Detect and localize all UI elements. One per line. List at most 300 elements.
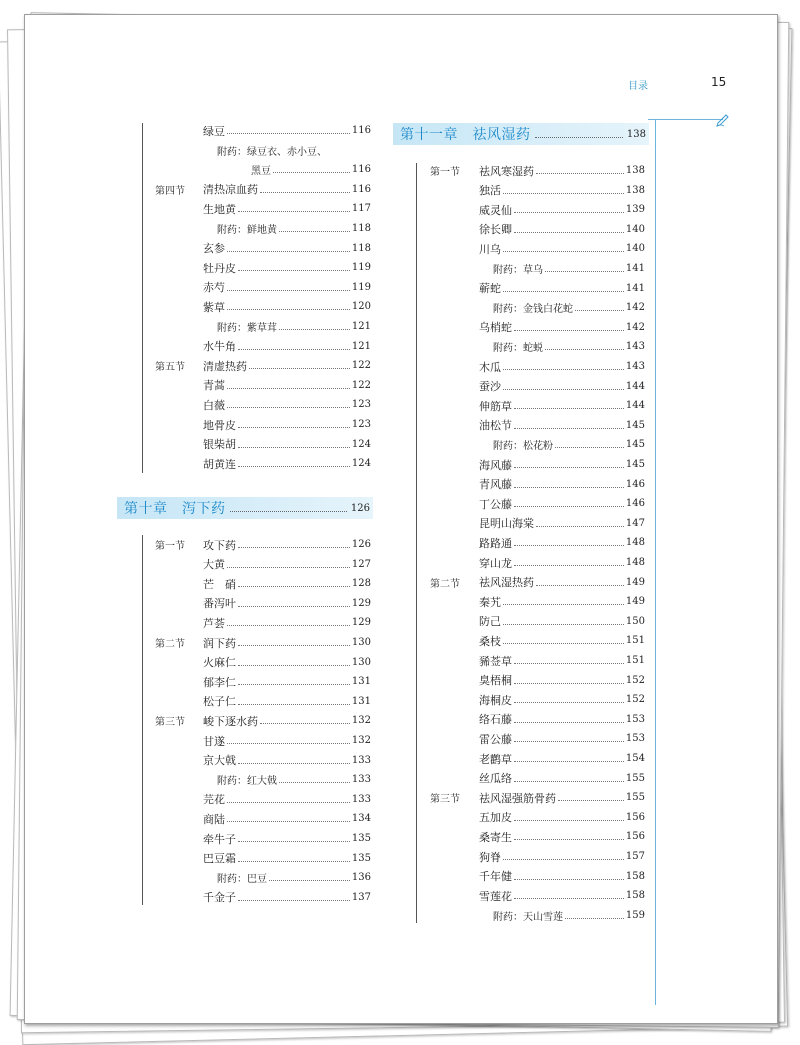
drug-name: 攻下药 [203,538,236,552]
entry-page-number: 135 [351,833,371,844]
entry-page-number: 148 [625,557,645,568]
toc-entry[interactable] [479,631,645,650]
toc-entry[interactable] [217,317,371,336]
entry-page-number: 154 [625,753,645,764]
toc-entry[interactable] [479,181,645,200]
toc-entry[interactable] [203,731,371,750]
drug-name: 郁李仁 [203,675,236,689]
entry-page-number: 119 [351,262,371,274]
toc-entry[interactable] [479,553,645,572]
entry-page-number: 142 [625,321,645,333]
toc-entry[interactable] [479,533,645,552]
drug-name: 蕲蛇 [479,282,501,296]
toc-entry[interactable] [203,692,371,711]
drug-name: 千金子 [203,891,236,905]
entry-page-number: 131 [351,695,371,707]
entry-page-number: 122 [351,360,371,372]
entry-page-number: 152 [625,674,645,686]
toc-entry[interactable] [479,279,645,298]
dot-leader [514,741,624,742]
appendix-drug-name: 附药：天山雪莲 [493,911,563,923]
drug-name: 青蒿 [203,379,225,393]
entry-page-number: 155 [625,772,645,784]
dot-leader [503,643,624,644]
drug-name: 穿山龙 [479,556,512,570]
entry-page-number: 122 [351,379,371,391]
toc-entry[interactable] [203,672,371,691]
toc-entry[interactable] [479,592,645,611]
entry-page-number: 133 [351,774,371,786]
entry-page-number: 155 [625,792,645,804]
dot-leader [238,270,350,271]
drug-name: 海桐皮 [479,693,512,707]
page-number: 15 [711,75,727,89]
entry-page-number: 132 [351,715,371,727]
toc-entry[interactable] [479,494,645,513]
dot-leader [273,172,350,173]
toc-entry[interactable] [203,258,371,277]
toc-page [24,14,778,1024]
entry-page-number: 141 [625,282,645,294]
dot-leader [575,310,624,311]
drug-name: 生地黄 [203,202,236,216]
appendix-drug-name: 附药：蛇蜕 [493,343,543,355]
drug-name: 丁公藤 [479,497,512,511]
dot-leader [227,251,350,252]
toc-entry[interactable] [479,827,645,846]
drug-name: 京大戟 [203,754,236,768]
toc-entry[interactable] [430,573,645,592]
chapter-heading[interactable] [393,123,649,145]
entry-page-number: 145 [625,419,645,431]
left-block1-rule [142,123,143,473]
toc-entry[interactable] [203,653,371,672]
drug-name: 乌梢蛇 [479,321,512,335]
toc-entry[interactable] [479,416,645,435]
entry-page-number: 156 [625,811,645,823]
entry-page-number: 121 [351,321,371,332]
appendix-drug-name: 附药：紫草茸 [217,323,277,334]
dot-leader [503,193,624,194]
dot-leader [503,389,624,390]
toc-entry[interactable] [251,160,371,179]
toc-entry[interactable] [493,906,645,925]
running-header-label: 目录 [628,81,648,92]
dot-leader [227,133,350,134]
entry-page-number: 151 [625,655,645,666]
dot-leader [514,663,624,664]
dot-leader [249,368,350,369]
toc-entry[interactable] [479,396,645,415]
entry-page-number: 143 [625,361,645,372]
drug-name: 绿豆 [203,124,225,138]
entry-page-number: 145 [625,439,645,451]
dot-leader [269,880,350,881]
drug-name: 润下药 [203,636,236,650]
entry-page-number: 121 [351,340,371,352]
toc-entry[interactable] [203,395,371,414]
dot-leader [227,407,350,408]
entry-page-number: 150 [625,615,645,627]
dot-leader [514,428,624,429]
toc-entry[interactable] [479,612,645,631]
dot-leader [230,511,347,512]
section-label: 第三节 [155,717,185,729]
dot-leader [279,329,350,330]
dot-leader [535,137,623,138]
drug-name: 防己 [479,615,501,629]
toc-entry[interactable] [493,259,645,278]
entry-page-number: 138 [625,184,645,196]
entry-page-number: 139 [625,204,645,216]
dot-leader [514,212,624,213]
entry-page-number: 143 [625,341,645,353]
dot-leader [545,271,624,272]
toc-entry[interactable] [203,555,371,574]
header-rule [648,119,723,120]
margin-rule [655,120,656,1005]
chapter-title: 第十一章 祛风湿药 [400,127,531,143]
drug-name: 紫草 [203,300,225,314]
drug-name: 赤芍 [203,281,225,295]
drug-name: 芦荟 [203,616,225,630]
left-block2-rule [142,535,143,905]
dot-leader [514,839,624,840]
dot-leader [514,722,624,723]
toc-entry[interactable] [479,475,645,494]
toc-entry[interactable] [203,278,371,297]
dot-leader [514,683,624,684]
toc-entry[interactable] [203,613,371,632]
drug-name: 牵牛子 [203,832,236,846]
dot-leader [238,427,350,428]
toc-entry[interactable] [479,377,645,396]
toc-entry[interactable] [479,239,645,258]
dot-leader [558,800,624,801]
toc-entry[interactable] [203,790,371,809]
entry-page-number: 153 [625,733,645,745]
dot-leader [238,841,350,842]
toc-entry[interactable] [203,415,371,434]
toc-entry[interactable] [217,770,371,789]
dot-leader [514,487,624,488]
drug-name: 清虚热药 [203,359,247,373]
dot-leader [536,526,624,527]
dot-leader [514,898,624,899]
toc-entry[interactable] [203,376,371,395]
appendix-drug-name: 黑豆 [251,166,271,178]
drug-name: 五加皮 [479,811,512,825]
dot-leader [238,861,350,862]
drug-name: 蚕沙 [479,380,501,394]
entry-page-number: 133 [351,793,371,805]
entry-page-number: 118 [351,242,371,254]
drug-name: 牡丹皮 [203,261,236,275]
section-label: 第五节 [155,362,185,374]
appendix-drug-name: 附药：草乌 [493,265,543,276]
toc-entry[interactable] [217,141,371,160]
entry-page-number: 127 [351,558,371,570]
toc-entry[interactable] [479,867,645,886]
dot-leader [227,388,350,389]
toc-entry[interactable] [479,769,645,788]
drug-name: 木瓜 [479,360,501,374]
drug-name: 桑寄生 [479,830,512,844]
toc-entry[interactable] [430,161,645,180]
toc-entry[interactable] [203,594,371,613]
entry-page-number: 149 [625,576,645,588]
dot-leader [238,684,350,685]
entry-page-number: 116 [351,125,371,136]
toc-entry[interactable] [203,829,371,848]
entry-page-number: 140 [625,223,645,235]
drug-name: 青风藤 [479,478,512,492]
drug-name: 大黄 [203,558,225,572]
entry-page-number: 129 [351,597,371,609]
drug-name: 芫花 [203,793,225,807]
dot-leader [227,802,350,803]
drug-name: 老鹳草 [479,752,512,766]
toc-entry[interactable] [479,690,645,709]
drug-name: 地骨皮 [203,418,236,432]
toc-entry[interactable] [203,809,371,828]
drug-name: 油松节 [479,419,512,433]
entry-page-number: 138 [625,165,645,176]
entry-page-number: 144 [625,400,645,412]
entry-page-number: 133 [351,754,371,766]
dot-leader [514,761,624,762]
entry-page-number: 117 [351,203,371,215]
dot-leader [503,859,624,860]
drug-name: 独活 [479,184,501,198]
drug-name: 清热凉血药 [203,183,258,197]
toc-entry[interactable] [203,121,371,140]
dot-leader [238,704,350,705]
entry-page-number: 152 [625,694,645,706]
toc-entry[interactable] [203,297,371,316]
dot-leader [514,467,624,468]
toc-entry[interactable] [155,356,371,375]
chapter-heading[interactable] [117,497,373,519]
drug-name: 白薇 [203,398,225,412]
toc-entry[interactable] [479,318,645,337]
dot-leader [503,604,624,605]
drug-name: 峻下逐水药 [203,714,258,728]
toc-entry[interactable] [203,337,371,356]
entry-page-number: 151 [625,635,645,647]
section-label: 第三节 [430,794,460,806]
dot-leader [514,545,624,546]
toc-entry[interactable] [479,710,645,729]
toc-entry[interactable] [203,239,371,258]
toc-entry[interactable] [203,435,371,454]
section-label: 第一节 [155,541,185,552]
entry-page-number: 144 [625,380,645,392]
dot-leader [238,211,350,212]
toc-entry[interactable] [217,219,371,238]
dot-leader [279,231,350,232]
entry-page-number: 124 [351,438,371,450]
chapter-page-number: 126 [350,502,370,514]
entry-page-number: 142 [625,302,645,314]
toc-entry[interactable] [155,180,371,199]
toc-entry[interactable] [479,749,645,768]
appendix-drug-name: 附药：鲜地黄 [217,225,277,236]
drug-name: 豨莶草 [479,654,512,668]
drug-name: 伸筋草 [479,399,512,413]
drug-name: 番泻叶 [203,597,236,611]
toc-entry[interactable] [493,337,645,356]
toc-entry[interactable] [203,199,371,218]
entry-page-number: 158 [625,890,645,902]
entry-page-number: 132 [351,735,371,746]
entry-page-number: 130 [351,637,371,648]
entry-page-number: 146 [625,478,645,490]
dot-leader [514,330,624,331]
chapter-page-number: 138 [626,128,646,140]
entry-page-number: 123 [351,419,371,430]
toc-entry[interactable] [155,711,371,730]
drug-name: 芒 硝 [203,577,236,591]
entry-page-number: 145 [625,459,645,470]
dot-leader [514,565,624,566]
drug-name: 祛风湿热药 [479,576,534,590]
entry-page-number: 131 [351,676,371,688]
entry-page-number: 116 [351,164,371,176]
toc-entry[interactable] [479,651,645,670]
dot-leader [514,408,624,409]
drug-name: 祛风寒湿药 [479,164,534,178]
appendix-drug-name: 附药：巴豆 [217,874,267,886]
toc-entry[interactable] [203,574,371,593]
entry-page-number: 116 [351,183,371,195]
section-label: 第二节 [155,639,185,650]
toc-entry[interactable] [155,535,371,554]
entry-page-number: 129 [351,617,371,629]
dot-leader [238,349,350,350]
dot-leader [227,290,350,291]
dot-leader [238,606,350,607]
dot-leader [227,625,350,626]
drug-name: 千年健 [479,870,512,884]
entry-page-number: 159 [625,909,645,921]
drug-name: 甘遂 [203,734,225,748]
entry-page-number: 146 [625,498,645,510]
dot-leader [514,879,624,880]
toc-entry[interactable] [479,847,645,866]
dot-leader [227,821,350,822]
drug-name: 水牛角 [203,340,236,354]
dot-leader [545,349,624,350]
drug-name: 雪莲花 [479,889,512,903]
drug-name: 松子仁 [203,695,236,709]
toc-entry[interactable] [203,751,371,770]
drug-name: 狗脊 [479,850,501,864]
toc-entry[interactable] [479,729,645,748]
appendix-drug-name: 附药：红大戟 [217,776,277,788]
dot-leader [238,900,350,901]
dot-leader [238,645,350,646]
entry-page-number: 136 [351,872,371,884]
toc-entry[interactable] [479,200,645,219]
drug-name: 路路通 [479,536,512,550]
dot-leader [503,251,624,252]
drug-name: 威灵仙 [479,203,512,217]
drug-name: 海风藤 [479,458,512,472]
toc-entry[interactable] [430,788,645,807]
toc-entry[interactable] [479,671,645,690]
toc-entry[interactable] [217,868,371,887]
toc-entry[interactable] [493,435,645,454]
dot-leader [227,567,350,568]
toc-entry[interactable] [479,220,645,239]
toc-entry[interactable] [155,633,371,652]
entry-page-number: 134 [351,813,371,825]
toc-entry[interactable] [493,298,645,317]
toc-entry[interactable] [479,455,645,474]
dot-leader [238,466,350,467]
toc-entry[interactable] [479,886,645,905]
drug-name: 雷公藤 [479,732,512,746]
dot-leader [503,369,624,370]
section-label: 第一节 [430,167,460,178]
toc-entry[interactable] [203,888,371,907]
entry-page-number: 153 [625,713,645,725]
drug-name: 祛风湿强筋骨药 [479,791,556,805]
dot-leader [503,291,624,292]
dot-leader [238,665,350,666]
dot-leader [260,723,350,724]
dot-leader [565,918,624,919]
appendix-drug-name: 附药：金钱白花蛇 [493,304,573,316]
drug-name: 胡黄连 [203,457,236,471]
dot-leader [514,702,624,703]
dot-leader [238,547,350,548]
drug-name: 玄参 [203,242,225,256]
entry-page-number: 130 [351,656,371,668]
entry-page-number: 156 [625,831,645,843]
dot-leader [514,820,624,821]
appendix-drug-name: 附药：松花粉 [493,441,553,453]
entry-page-number: 128 [351,578,371,590]
entry-page-number: 157 [625,851,645,862]
toc-entry[interactable] [479,808,645,827]
dot-leader [514,781,624,782]
dot-leader [279,782,350,783]
dot-leader [260,192,350,193]
entry-page-number: 137 [351,891,371,903]
entry-page-number: 135 [351,852,371,864]
drug-name: 川乌 [479,242,501,256]
toc-entry[interactable] [479,514,645,533]
entry-page-number: 147 [625,517,645,529]
toc-entry[interactable] [203,454,371,473]
entry-page-number: 123 [351,399,371,411]
toc-entry[interactable] [479,357,645,376]
right-block-rule [416,163,417,923]
drug-name: 徐长卿 [479,223,512,237]
drug-name: 臭梧桐 [479,674,512,688]
drug-name: 桑枝 [479,634,501,648]
entry-page-number: 141 [625,263,645,274]
drug-name: 银柴胡 [203,438,236,452]
dot-leader [227,743,350,744]
entry-page-number: 148 [625,537,645,549]
dot-leader [536,585,624,586]
toc-entry[interactable] [203,849,371,868]
drug-name: 昆明山海棠 [479,517,534,531]
drug-name: 巴豆霜 [203,852,236,866]
